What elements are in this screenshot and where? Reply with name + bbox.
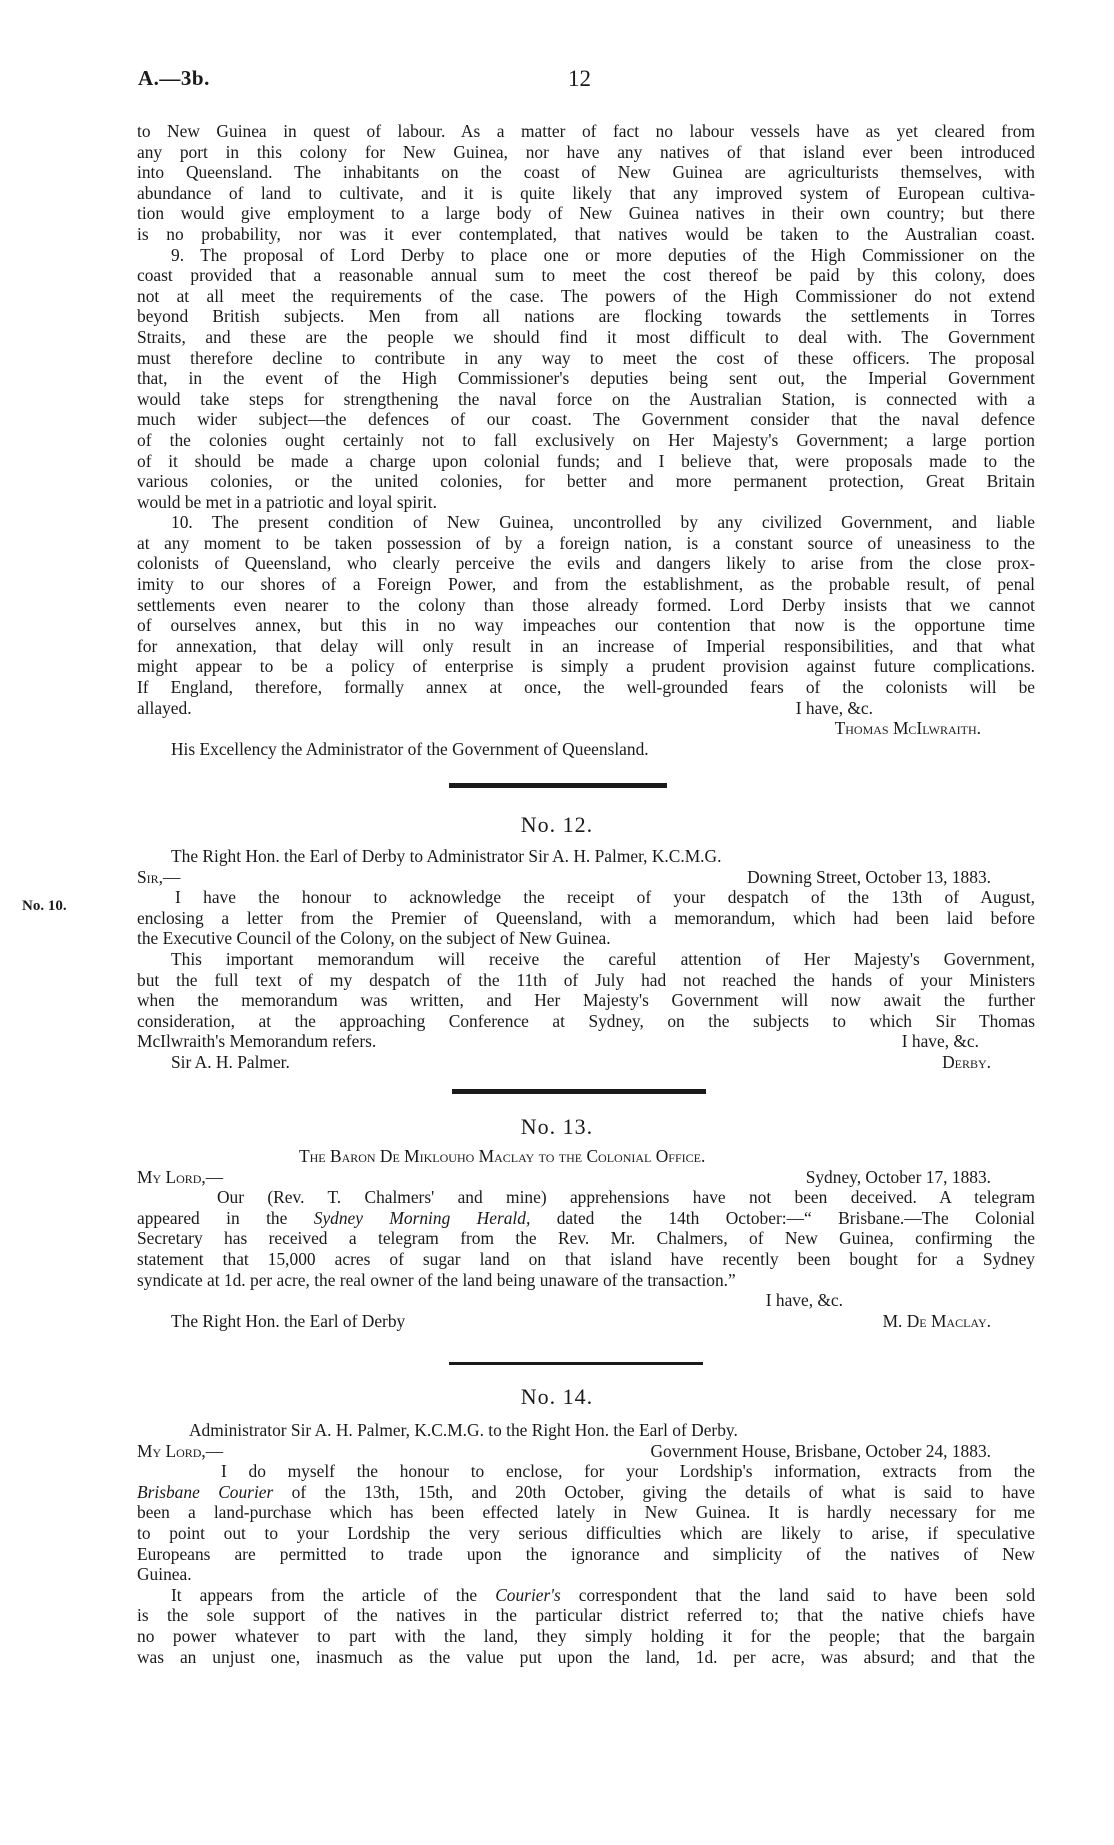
text-line: is no probability, nor was it ever contemplated, that natives would be taken to the Australian coast. [137,223,1035,244]
text-line: to New Guinea in quest of labour. As a matter of fact no labour vessels have as yet cleared from [137,121,1035,141]
text-line: Straits, and these are the people we should find it most difficult to deal with. The Government [137,326,1035,347]
margin-reference: No. 10. [22,898,67,914]
signature: Thomas McIlwraith. [834,718,981,739]
text-line: McIlwraith's Memorandum refers. [137,1031,377,1052]
letter-heading: Administrator Sir A. H. Palmer, K.C.M.G. to the Right Hon. the Earl of Derby. [189,1420,738,1440]
closing-word: allayed. [137,697,192,718]
section-divider [449,783,667,788]
salutation: Sir,— [137,866,181,887]
series-reference: A.—3b. [138,66,210,90]
letter-heading-text: The Right Hon. the Earl of Derby to Administrator Sir A. H. Palmer, K.C.M.G. [171,846,722,866]
text-line: when the memorandum was written, and Her Majesty's Government will now await the further [137,990,1035,1011]
text-line: Our (Rev. T. Chalmers' and mine) apprehensions have not been deceived. A telegram [217,1187,1035,1208]
text-line: It appears from the article of the Courier's correspondent that the land said to have been sold [171,1584,1035,1605]
text-line: no power whatever to part with the land, they simply holding it for the people; that the bargain [137,1625,1035,1646]
text-line: not at all meet the requirements of the case. The powers of the High Commissioner do not extend [137,285,1035,306]
text-line: would be met in a patriotic and loyal spirit. [137,491,437,512]
text-line: but the full text of my despatch of the 11th of July had not reached the hands of your Ministers [137,969,1035,990]
salutation-line [137,867,1035,888]
section-divider [452,1089,706,1094]
text-line: Europeans are permitted to trade upon the ignorance and simplicity of the natives of New [137,1543,1035,1564]
text-line: consideration, at the approaching Conference at Sydney, on the subjects to which Sir Thomas [137,1010,1035,1031]
closing-formula: I have, &c. [795,697,873,718]
closing-line [137,698,1035,719]
text-line: the Executive Council of the Colony, on the subject of New Guinea. [137,928,611,949]
text-line: If England, therefore, formally annex at once, the well-grounded fears of the colonists will be [137,677,1035,698]
paragraph-10-start: 10. The present condition of New Guinea, uncontrolled by any civilized Government, and liable [171,512,1035,533]
page-number: 12 [568,66,591,91]
signature: M. De Maclay. [882,1310,991,1331]
salutation-line [137,1441,1035,1462]
text-line: Guinea. [137,1564,192,1585]
text-line: that, in the event of the High Commissioner's deputies being sent out, the Imperial Government [137,368,1035,389]
text-line: for annexation, that delay will only result in an increase of Imperial responsibilities, and that what [137,635,1035,656]
text-line: various colonies, or the united colonies, for better and more permanent protection, Great Britain [137,471,1035,492]
section-title-no-12: No. 12. [520,812,594,837]
text-line: much wider subject—the defences of our coast. The Government consider that the naval defence [137,409,1035,430]
signature: Derby. [942,1051,991,1072]
salutation: My Lord,— [137,1166,224,1187]
text-line: settlements even nearer to the colony than those already formed. Lord Derby insists that we cannot [137,594,1035,615]
text-line: would take steps for strengthening the naval force on the Australian Station, is connected with a [137,388,1035,409]
text-line: must therefore decline to contribute in any way to meet the cost of these officers. The proposal [137,347,1035,368]
text-line: colonists of Queensland, who clearly perceive the evils and dangers likely to arise from the close prox- [137,553,1035,574]
signature-line [137,1311,1035,1332]
signature-line [137,1052,1035,1073]
text-line: at any moment to be taken possession of by a foreign nation, is a constant source of uneasiness to the [137,532,1035,553]
text-line: Secretary has received a telegram from the Rev. Mr. Chalmers, of New Guinea, confirming the [137,1228,1035,1249]
salutation-line [137,1167,1035,1188]
closing-formula: I have, &c. [901,1031,979,1052]
place-date: Downing Street, October 13, 1883. [747,866,991,887]
text-line: of it should be made a charge upon colonial funds; and I believe that, were proposals made to the [137,450,1035,471]
memorandum-continuation [137,121,1035,759]
text-line: been a land-purchase which has been effected lately in New Guinea. It is hardly necessary for me [137,1502,1035,1523]
addressee: His Excellency the Administrator of the Government of Queensland. [171,738,649,759]
text-line: I have the honour to acknowledge the receipt of your despatch of the 13th of August, [175,887,1035,908]
closing-line [137,1031,1035,1052]
text-line: abundance of land to cultivate, and it is quite likely that any improved system of European cultiva- [137,182,1035,203]
section-title-no-14: No. 14. [520,1384,594,1409]
text-line: any port in this colony for New Guinea, nor have any natives of that island ever been introduced [137,141,1035,162]
place-date: Government House, Brisbane, October 24, 1883. [650,1440,991,1461]
place-date: Sydney, October 17, 1883. [805,1166,991,1187]
addressee: The Right Hon. the Earl of Derby [171,1310,406,1331]
paragraph-9-start: 9. The proposal of Lord Derby to place one or more deputies of the High Commissioner on the [171,244,1035,265]
closing-formula: I have, &c. [765,1290,843,1311]
text-line: tion would give employment to a large body of New Guinea natives in their own country; but there [137,203,1035,224]
text-line: statement that 15,000 acres of sugar land on that island have recently been bought for a Sydney [137,1248,1035,1269]
text-line: is the sole support of the natives in the particular district referred to; that the native chiefs have [137,1605,1035,1626]
addressee: Sir A. H. Palmer. [171,1051,290,1072]
letter-heading: The Baron De Miklouho Maclay to the Colonial Office. [299,1146,706,1166]
salutation: My Lord,— [137,1440,224,1461]
text-line: imity to our shores of a Foreign Power, and from the establishment, as the probable result, of penal [137,574,1035,595]
text-line: syndicate at 1d. per acre, the real owner of the land being unaware of the transaction.” [137,1269,736,1290]
text-line: appeared in the Sydney Morning Herald, dated the 14th October:—“ Brisbane.—The Colonial [137,1207,1035,1228]
text-line: beyond British subjects. Men from all nations are flocking towards the settlements in Torres [137,306,1035,327]
letter-no-13 [137,1146,1035,1331]
text-line: might appear to be a policy of enterprise is simply a prudent provision against future complications. [137,656,1035,677]
text-line: enclosing a letter from the Premier of Queensland, with a memorandum, which had been laid before [137,907,1035,928]
section-title-no-13: No. 13. [520,1114,594,1139]
text-line: Brisbane Courier of the 13th, 15th, and 20th October, giving the details of what is said to have [137,1481,1035,1502]
section-divider [449,1362,703,1365]
letter-no-12 [137,846,1035,1073]
text-line: was an unjust one, inasmuch as the value put upon the land, 1d. per acre, was absurd; and that the [137,1646,1035,1667]
text-line: I do myself the honour to enclose, for your Lordship's information, extracts from the [221,1461,1035,1482]
text-line: coast provided that a reasonable annual sum to meet the cost thereof be paid by this colony, does [137,265,1035,286]
text-line: of ourselves annex, but this in no way impeaches our contention that now is the opportune time [137,615,1035,636]
letter-no-14 [137,1420,1035,1667]
text-line: of the colonies ought certainly not to fall exclusively on Her Majesty's Government; a large portion [137,429,1035,450]
text-line: into Queensland. The inhabitants on the coast of New Guinea are agriculturists themselves, with [137,162,1035,183]
text-line: This important memorandum will receive the careful attention of Her Majesty's Government, [171,948,1035,969]
letter-heading [137,846,1035,867]
text-line: to point out to your Lordship the very serious difficulties which are likely to arise, if speculative [137,1522,1035,1543]
